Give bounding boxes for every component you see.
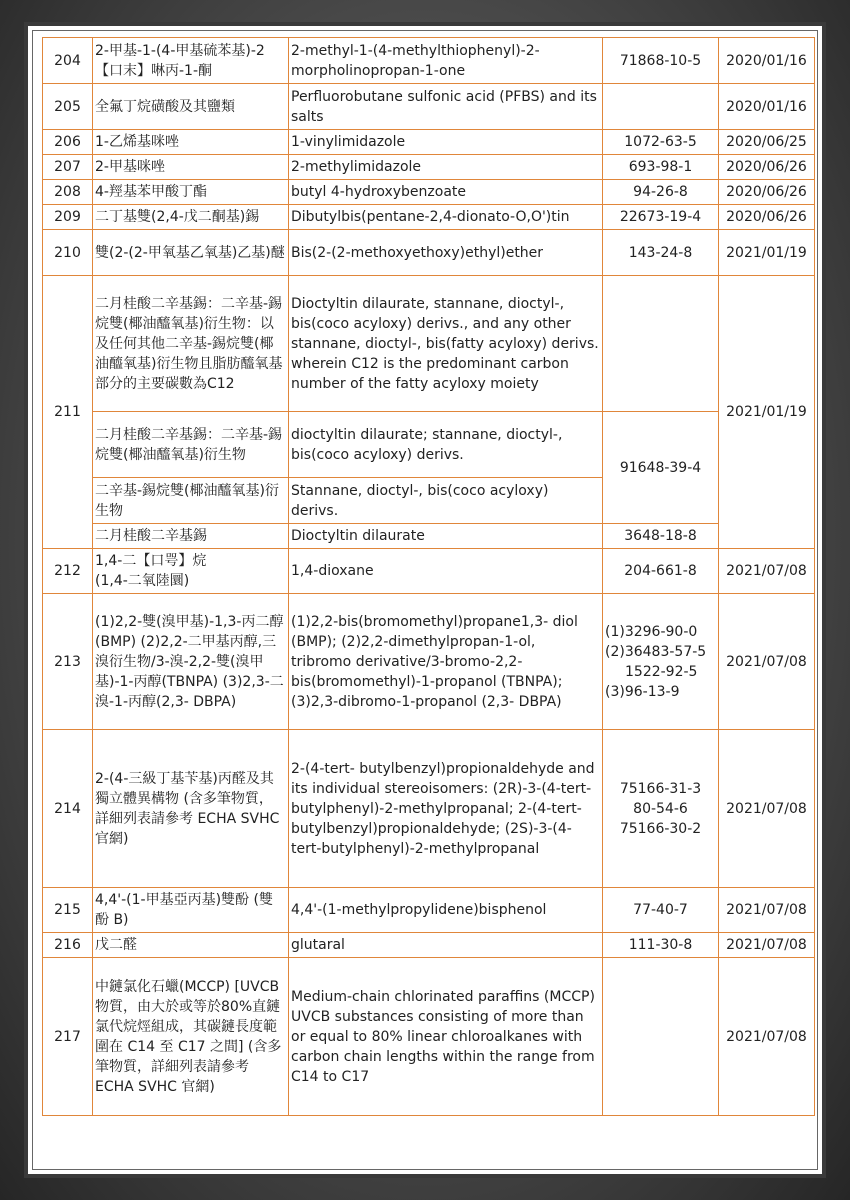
date: 2020/06/26	[719, 205, 815, 230]
table-row	[43, 276, 815, 412]
cas-number: 3648-18-8	[603, 524, 719, 549]
row-number: 204	[43, 38, 93, 84]
chinese-name-line: 1,4-二【口咢】烷	[95, 553, 207, 569]
date: 2021/07/08	[719, 888, 815, 933]
page-frame	[24, 22, 826, 1178]
chinese-name: 中鏈氯化石蠟(MCCP) [UVCB 物質，由大於或等於80%直鏈氯代烷烴組成，其碳鏈長度範圍在 C14 至 C17 之間] (含多筆物質，詳細列表請參考 ECHA SVHC 官網)	[93, 958, 289, 1116]
table-row	[43, 594, 815, 730]
cas-number	[603, 730, 719, 888]
english-name: dioctyltin dilaurate; stannane, dioctyl-, bis(coco acyloxy) derivs.	[289, 412, 603, 478]
cas-line: 1522-92-5	[625, 663, 698, 680]
english-name: glutaral	[289, 933, 603, 958]
english-name: 2-methyl-1-(4-methylthiophenyl)-2-morpholinopropan-1-one	[289, 38, 603, 84]
cas-line: (1)3296-90-0	[605, 623, 698, 640]
row-number: 206	[43, 130, 93, 155]
row-number: 213	[43, 594, 93, 730]
table-row	[43, 730, 815, 888]
row-number: 205	[43, 84, 93, 130]
english-name: 2-(4-tert- butylbenzyl)propionaldehyde and its individual stereoisomers: (2R)-3-(4-tert-butylphenyl)-2-methylpropanal; 2-(4-tert- butylbenzyl)propionaldehyde; (2S)-3-(4-tert-butylphenyl)-2-methylpropanal	[289, 730, 603, 888]
table-row	[43, 84, 815, 130]
table-row	[43, 412, 815, 478]
row-number: 214	[43, 730, 93, 888]
date: 2020/06/26	[719, 155, 815, 180]
english-name: 4,4'-(1-methylpropylidene)bisphenol	[289, 888, 603, 933]
english-name: Medium-chain chlorinated paraffins (MCCP) UVCB substances consisting of more than or equal to 80% linear chloroalkanes with carbon chain lengths within the range from C14 to C17	[289, 958, 603, 1116]
chinese-name: 二丁基雙(2,4-戊二酮基)錫	[93, 205, 289, 230]
row-number: 209	[43, 205, 93, 230]
table-row	[43, 180, 815, 205]
chinese-name	[93, 549, 289, 594]
cas-number: 71868-10-5	[603, 38, 719, 84]
table-row	[43, 933, 815, 958]
chinese-name: 2-甲基-1-(4-甲基硫苯基)-2【口末】啉丙-1-酮	[93, 38, 289, 84]
cas-number	[603, 594, 719, 730]
row-number: 211	[43, 276, 93, 549]
cas-number: 94-26-8	[603, 180, 719, 205]
chinese-name: 二月桂酸二辛基錫：二辛基-錫烷雙(椰油醯氧基)衍生物	[93, 412, 289, 478]
cas-number: 1072-63-5	[603, 130, 719, 155]
cas-line: 75166-30-2	[619, 820, 702, 837]
cas-line: (3)96-13-9	[605, 683, 680, 700]
chinese-name: 2-(4-三級丁基苄基)丙醛及其獨立體異構物 (含多筆物質，詳細列表請參考 ECHA SVHC 官網)	[93, 730, 289, 888]
table-row	[43, 155, 815, 180]
chinese-name-line: (1,4-二氧陸圜)	[95, 573, 190, 589]
english-name: (1)2,2-bis(bromomethyl)propane1,3- diol (BMP); (2)2,2-dimethylpropan-1-ol, tribromo derivative/3-bromo-2,2-bis(bromomethyl)-1-propanol (TBNPA); (3)2,3-dibromo-1-propanol (2,3- DBPA)	[289, 594, 603, 730]
chinese-name: 雙(2-(2-甲氧基乙氧基)乙基)醚	[93, 230, 289, 276]
english-name: Bis(2-(2-methoxyethoxy)ethyl)ether	[289, 230, 603, 276]
chinese-name: 4,4'-(1-甲基亞丙基)雙酚 (雙酚 B)	[93, 888, 289, 933]
english-name: Dioctyltin dilaurate, stannane, dioctyl-, bis(coco acyloxy) derivs., and any other stannane, dioctyl-, bis(fatty acyloxy) derivs. wherein C12 is the predominant carbon number of the fatty acyloxy moiety	[289, 276, 603, 412]
english-name: 2-methylimidazole	[289, 155, 603, 180]
cas-number: 204-661-8	[603, 549, 719, 594]
english-name: Dibutylbis(pentane-2,4-dionato-O,O')tin	[289, 205, 603, 230]
cas-line: 75166-31-3	[619, 780, 702, 797]
cas-number: 143-24-8	[603, 230, 719, 276]
date: 2020/06/25	[719, 130, 815, 155]
date: 2021/01/19	[719, 230, 815, 276]
date: 2021/07/08	[719, 549, 815, 594]
date: 2021/07/08	[719, 958, 815, 1116]
date: 2021/07/08	[719, 730, 815, 888]
chinese-name: 二月桂酸二辛基錫：二辛基-錫烷雙(椰油醯氧基)衍生物：以及任何其他二辛基-錫烷雙(椰油醯氧基)衍生物且脂肪醯氧基部分的主要碳數為C12	[93, 276, 289, 412]
english-name: 1-vinylimidazole	[289, 130, 603, 155]
english-name: Dioctyltin dilaurate	[289, 524, 603, 549]
chinese-name: 戊二醛	[93, 933, 289, 958]
chinese-name: 2-甲基咪唑	[93, 155, 289, 180]
row-number: 217	[43, 958, 93, 1116]
date: 2020/06/26	[719, 180, 815, 205]
english-name: Stannane, dioctyl-, bis(coco acyloxy) derivs.	[289, 478, 603, 524]
date: 2021/01/19	[719, 276, 815, 549]
cas-number	[603, 958, 719, 1116]
table-row	[43, 958, 815, 1116]
chinese-name: 二辛基-錫烷雙(椰油醯氧基)衍生物	[93, 478, 289, 524]
chinese-name: (1)2,2-雙(溴甲基)-1,3-丙二醇(BMP) (2)2,2-二甲基丙醇,三溴衍生物/3-溴-2,2-雙(溴甲 基)-1-丙醇(TBNPA) (3)2,3-二溴-1-丙醇(2,3- DBPA)	[93, 594, 289, 730]
row-number: 207	[43, 155, 93, 180]
table-row	[43, 205, 815, 230]
table-row	[43, 524, 815, 549]
table-row	[43, 549, 815, 594]
date: 2020/01/16	[719, 38, 815, 84]
english-name: Perfluorobutane sulfonic acid (PFBS) and its salts	[289, 84, 603, 130]
row-number: 212	[43, 549, 93, 594]
row-number: 210	[43, 230, 93, 276]
svhc-table	[42, 37, 815, 1116]
cas-line: (2)36483-57-5	[605, 643, 707, 660]
english-name: 1,4-dioxane	[289, 549, 603, 594]
date: 2021/07/08	[719, 594, 815, 730]
cas-number: 111-30-8	[603, 933, 719, 958]
cas-number	[603, 84, 719, 130]
cas-number: 91648-39-4	[603, 412, 719, 524]
cas-line: 80-54-6	[633, 800, 688, 817]
cas-number	[603, 276, 719, 412]
chinese-name: 1-乙烯基咪唑	[93, 130, 289, 155]
table-row	[43, 230, 815, 276]
table-row	[43, 130, 815, 155]
chinese-name: 二月桂酸二辛基錫	[93, 524, 289, 549]
row-number: 216	[43, 933, 93, 958]
table-row	[43, 888, 815, 933]
date: 2020/01/16	[719, 84, 815, 130]
row-number: 208	[43, 180, 93, 205]
chinese-name: 全氟丁烷磺酸及其鹽類	[93, 84, 289, 130]
cas-number: 77-40-7	[603, 888, 719, 933]
cas-number: 693-98-1	[603, 155, 719, 180]
chinese-name: 4-羥基苯甲酸丁酯	[93, 180, 289, 205]
table-row	[43, 38, 815, 84]
row-number: 215	[43, 888, 93, 933]
english-name: butyl 4-hydroxybenzoate	[289, 180, 603, 205]
date: 2021/07/08	[719, 933, 815, 958]
cas-number: 22673-19-4	[603, 205, 719, 230]
